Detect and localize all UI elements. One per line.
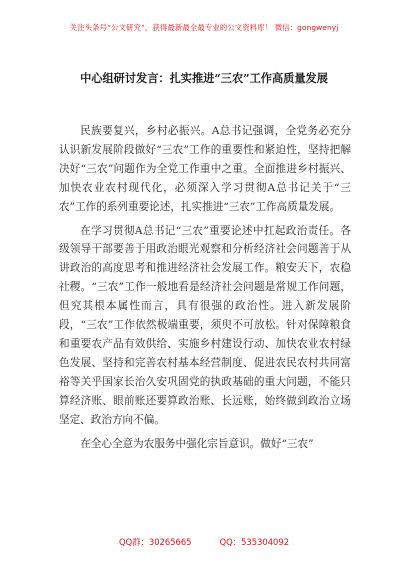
footer-contact: [0, 536, 408, 548]
page-title: 中心组研讨发言：扎实推进“三农”工作高质量发展: [80, 71, 328, 85]
paragraph: 在全心全意为农服务中强化宗旨意识。做好“三农”: [80, 437, 314, 450]
paragraph: 在学习贯彻A总书记“三农”重要论述中扛起政治责任。各级领导干部要善于用政治眼光观察和分析经济社会问题善于从讲政治的高度思考和推进经济社会发展工作。粮安天下，农稳社稷。“三农”工作一般地看是经济社会问题是常规工作问题，但究其根本属性而言，具有很强的政治性。进入新发展阶段，“三农”工作依然极端重要，须臾不可放松。针对保障粮食和重要农产品有效供给、实施乡村建设行动、加快农业农村绿色发展、坚持和完善农村基本经营制度、促进农民农村共同富裕等关乎国家长治久安巩固党的执政基础的重大问题，不能只算经济账、眼前账还要算政治账、长远账，始终做到政治立场坚定、政治方向不偏。: [59, 224, 351, 426]
paragraph: 民族要复兴，乡村必振兴。A总书记强调，全党务必充分认识新发展阶段做好“三农”工作的重要性和紧迫性，坚持把解决好“三农”问题作为全党工作重中之重。全面推进乡村振兴、加快农业农村现代化，必须深入学习贯彻A总书记关于“三农”工作的系列重要论述，扎实推进“三农”工作高质量发展。: [59, 125, 351, 213]
header-promo-text: 关注头条号“公文研究”，获得最新最全最专业的公文资料库！ 微信：gongwenyj: [69, 23, 339, 32]
footer-qq: QQ：535304092: [219, 537, 290, 547]
document-body: [59, 122, 351, 458]
footer-qq-group: QQ群：30265665: [118, 537, 192, 547]
